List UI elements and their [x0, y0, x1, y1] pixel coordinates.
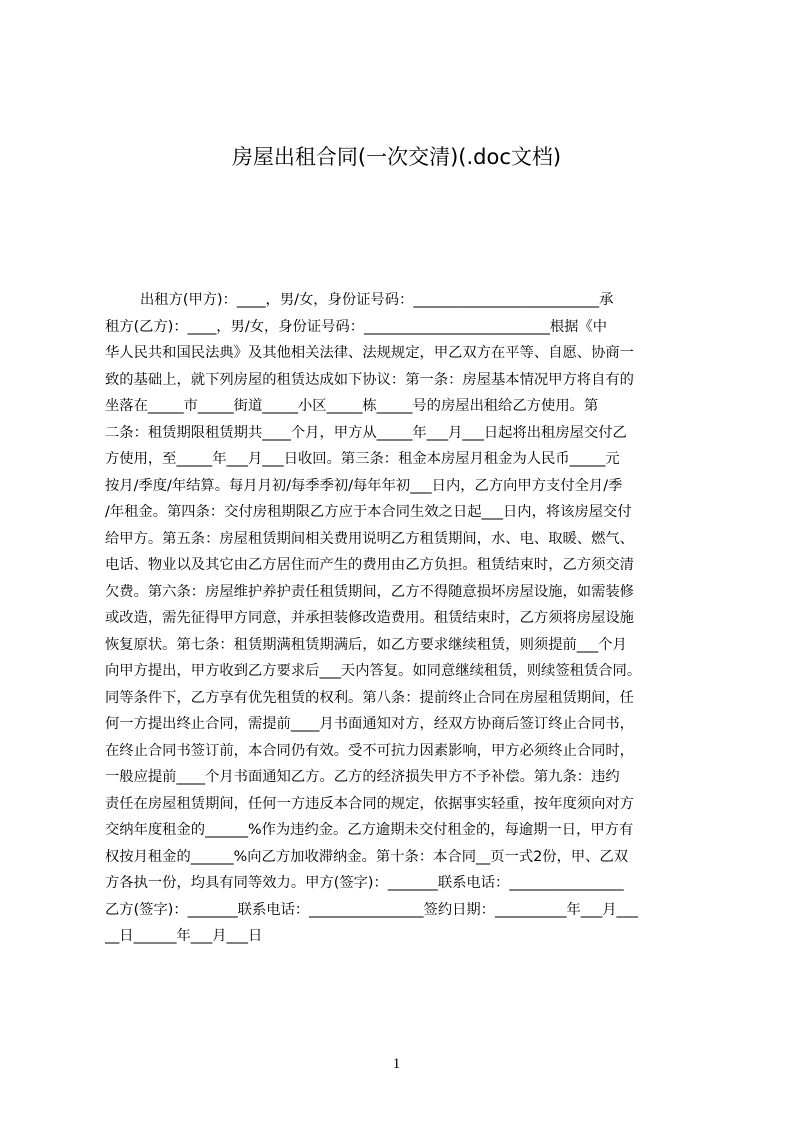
- contract-line: 华人民共和国民法典》及其他相关法律、法规规定，甲乙双方在平等、自愿、协商一: [105, 345, 634, 361]
- contract-line: 责任在房屋租赁期间，任何一方违反本合同的规定，依据事实轻重，按年度须向对方: [105, 795, 634, 812]
- contract-line: 欠费。第六条：房屋维护养护责任租赁期间，乙方不得随意损坏房屋设施，如需装修: [105, 583, 634, 600]
- contract-line: 交纳年度租金的______%作为违约金。乙方逾期未交付租金的，每逾期一日，甲方有: [105, 822, 634, 838]
- contract-line: 电话、物业以及其它由乙方居住而产生的费用由乙方负担。租赁结束时，乙方须交清: [105, 557, 634, 573]
- contract-body: [105, 287, 698, 950]
- contract-line: /年租金。第四条：交付房租期限乙方应于本合同生效之日起___日内，将该房屋交付: [105, 504, 632, 520]
- contract-line: 给甲方。第五条：房屋租赁期间相关费用说明乙方租赁期间，水、电、取暖、燃气、: [105, 530, 634, 547]
- contract-line: 出租方(甲方)：____，男/女，身份证号码：__________________________承: [140, 292, 614, 308]
- contract-line: 或改造，需先征得甲方同意，并承担装修改造费用。租赁结束时，乙方须将房屋设施: [105, 610, 634, 626]
- contract-line: 向甲方提出，甲方收到乙方要求后___天内答复。如同意继续租赁，则续签租赁合同。: [105, 663, 642, 679]
- contract-line: 致的基础上，就下列房屋的租赁达成如下协议：第一条：房屋基本情况甲方将自有的: [105, 371, 634, 388]
- contract-line: 坐落在_____市_____街道_____小区_____栋_____号的房屋出租给乙方使用。第: [105, 398, 599, 414]
- contract-line: 二条：租赁期限租赁期共____个月，甲方从_____年___月___日起将出租房屋交付乙: [105, 424, 627, 441]
- contract-line: 恢复原状。第七条：租赁期满租赁期满后，如乙方要求继续租赁，则须提前___个月: [105, 636, 627, 653]
- page-number: 1: [392, 1056, 401, 1072]
- contract-line: __日______年___月___日: [105, 928, 263, 944]
- contract-line: 同等条件下，乙方享有优先租赁的权利。第八条：提前终止合同在房屋租赁期间，任: [105, 689, 634, 706]
- contract-line: 何一方提出终止合同，需提前____月书面通知对方，经双方协商后签订终止合同书，: [105, 716, 634, 732]
- contract-line: 租方(乙方)：____，男/女，身份证号码：__________________________根据《中: [105, 318, 608, 335]
- contract-line: 按月/季度/年结算。每月月初/每季季初/每年年初___日内，乙方向甲方支付全月/季: [105, 477, 623, 494]
- contract-line: 在终止合同书签订前，本合同仍有效。受不可抗力因素影响，甲方必须终止合同时，: [105, 742, 634, 759]
- contract-line: 方各执一份，均具有同等效力。甲方(签字)：_______联系电话：________________: [105, 875, 624, 891]
- contract-line: 乙方(签字)：_______联系电话：________________签约日期：__________年___月___: [105, 901, 638, 918]
- contract-line: 一般应提前____个月书面通知乙方。乙方的经济损失甲方不予补偿。第九条：违约: [105, 769, 620, 785]
- contract-line: 权按月租金的______%向乙方加收滞纳金。第十条：本合同__页一式2份，甲、乙双: [105, 848, 629, 865]
- contract-line: 方使用，至_____年___月___日收回。第三条：租金本房屋月租金为人民币_____元: [105, 451, 620, 467]
- document-title: 房屋出租合同(一次交清)(.doc文档): [231, 145, 562, 169]
